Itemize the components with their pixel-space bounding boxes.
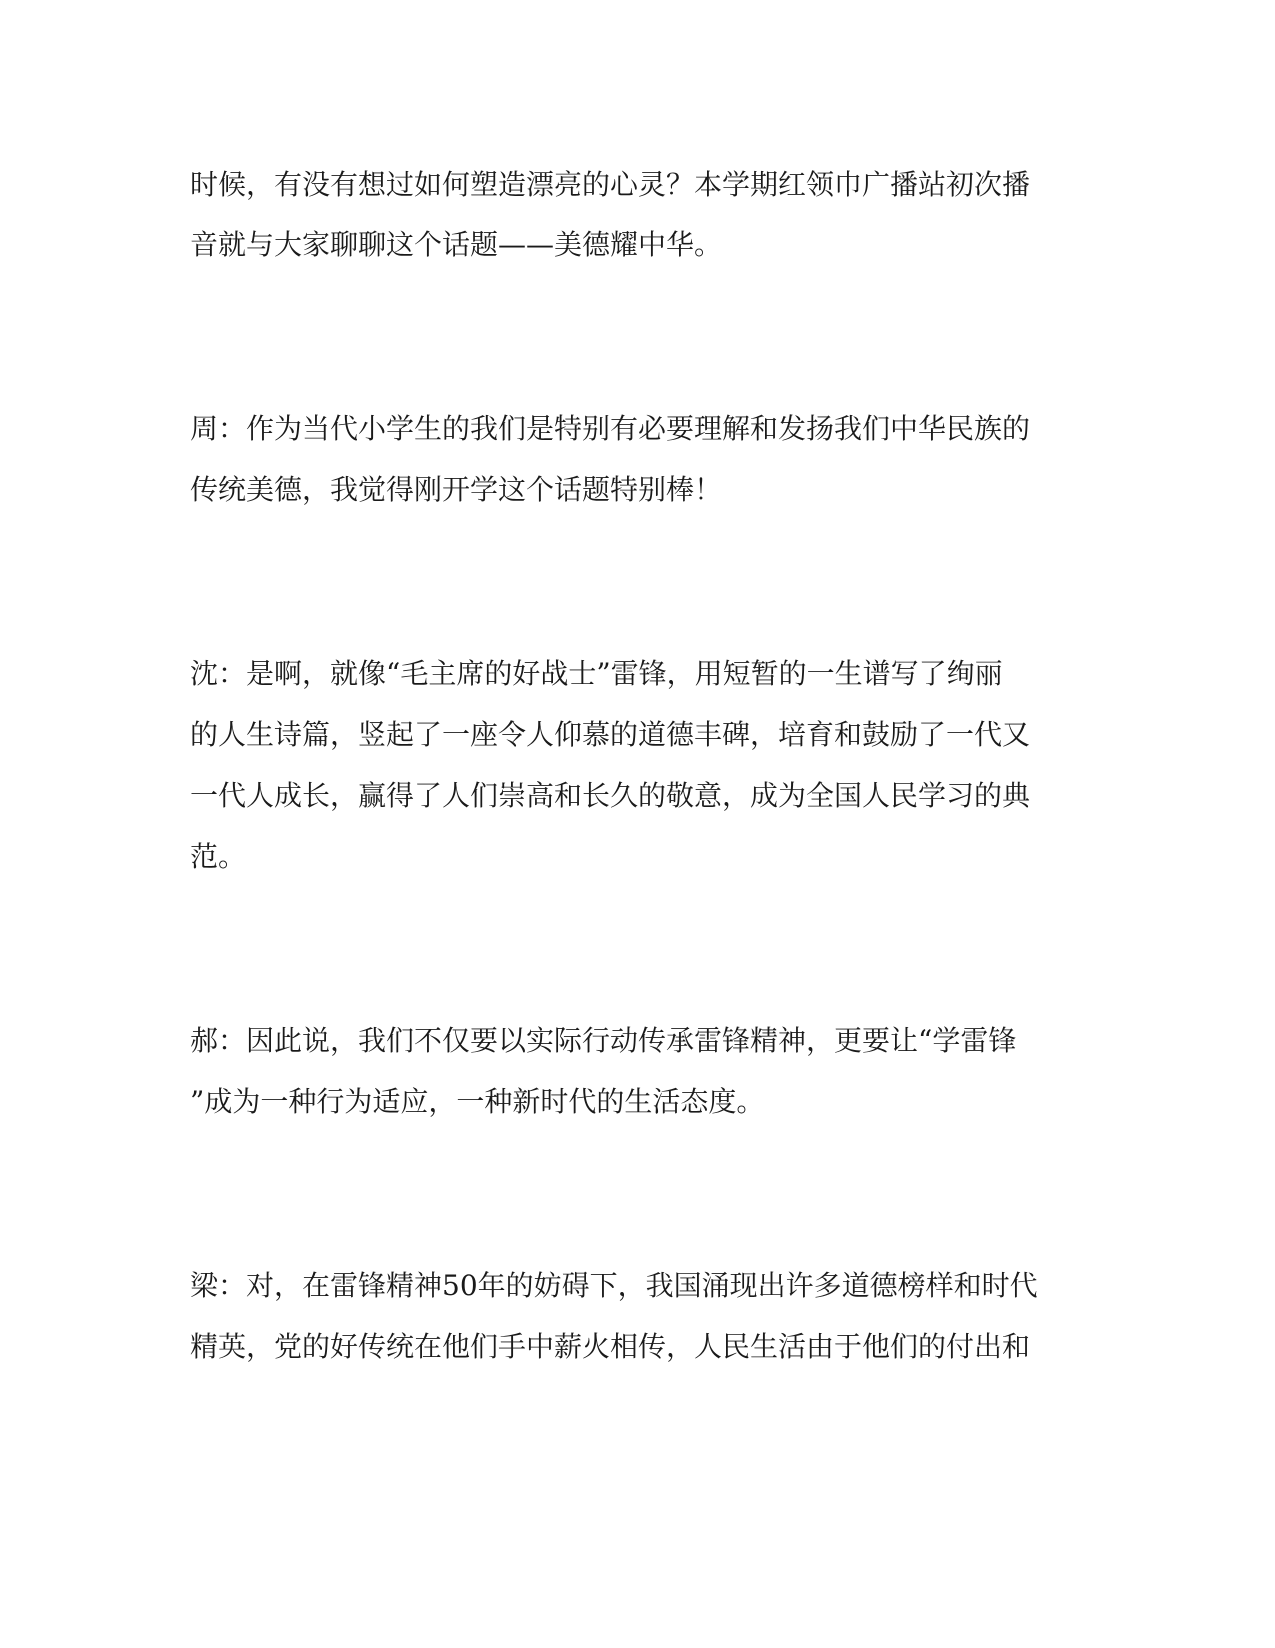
paragraph-line: 沈：是啊，就像“毛主席的好战士”雷锋，用短暂的一生谱写了绚丽 xyxy=(190,657,1003,690)
paragraph-line: 精英，党的好传统在他们手中薪火相传，人民生活由于他们的付出和 xyxy=(190,1330,1031,1363)
paragraph-line: 时候，有没有想过如何塑造漂亮的心灵？本学期红领巾广播站初次播 xyxy=(190,168,1031,201)
paragraph-line: 的人生诗篇，竖起了一座令人仰慕的道德丰碑，培育和鼓励了一代又 xyxy=(190,718,1031,751)
paragraph-line: 范。 xyxy=(190,840,247,873)
paragraph-line: 周：作为当代小学生的我们是特别有必要理解和发扬我们中华民族的 xyxy=(190,412,1031,445)
paragraph-line: 梁：对，在雷锋精神50年的妨碍下，我国涌现出许多道德榜样和时代 xyxy=(190,1269,1038,1302)
paragraph-line: 郝：因此说，我们不仅要以实际行动传承雷锋精神，更要让“学雷锋 xyxy=(190,1024,1017,1057)
paragraph-line: ”成为一种行为适应，一种新时代的生活态度。 xyxy=(190,1085,765,1118)
paragraph-line: 音就与大家聊聊这个话题——美德耀中华。 xyxy=(190,228,723,261)
paragraph-line: 一代人成长，赢得了人们崇高和长久的敬意，成为全国人民学习的典 xyxy=(190,779,1031,812)
paragraph-line: 传统美德，我觉得刚开学这个话题特别棒！ xyxy=(190,473,723,506)
